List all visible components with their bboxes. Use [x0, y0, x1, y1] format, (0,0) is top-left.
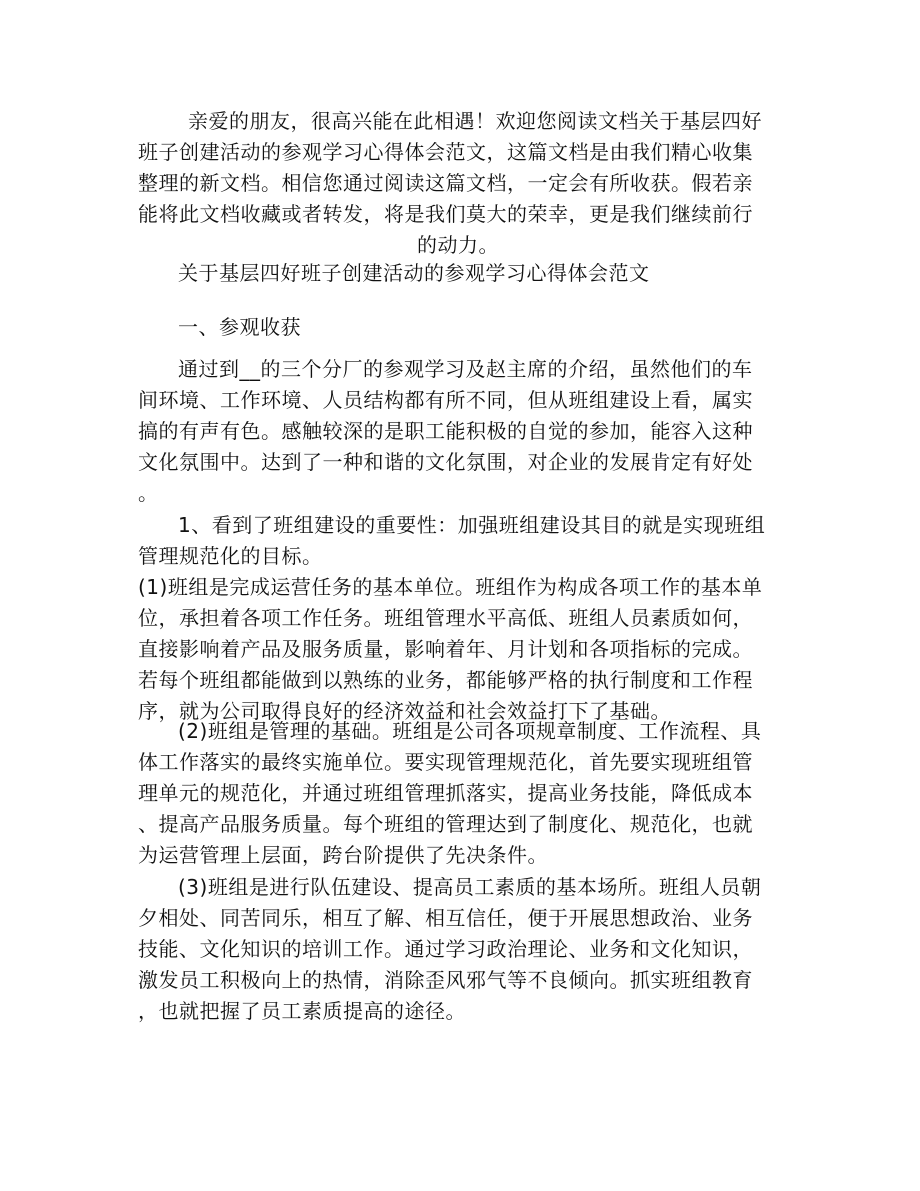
paragraph-line: 通过到__的三个分厂的参观学习及赵主席的介绍，虽然他们的车 — [178, 357, 753, 381]
intro-line: 班子创建活动的参观学习心得体会范文，这篇文档是由我们精心收集 — [138, 140, 753, 164]
paragraph-management-basis — [138, 716, 778, 871]
paragraph-line: 理单元的规范化，并通过班组管理抓落实，提高业务技能，降低成本 — [138, 781, 753, 805]
paragraph-line: 若每个班组都能做到以熟练的业务，都能够严格的执行制度和工作程 — [138, 668, 753, 692]
paragraph-team-building — [138, 872, 778, 1027]
paragraph-line: (3)班组是进行队伍建设、提高员工素质的基本场所。班组人员朝 — [178, 875, 762, 899]
paragraph-line: 激发员工积极向上的热情，消除歪风邪气等不良倾向。抓实班组教育 — [138, 968, 753, 992]
paragraph-line: 。 — [138, 481, 159, 505]
paragraph-line: 1、看到了班组建设的重要性：加强班组建设其目的就是实现班组 — [178, 513, 766, 537]
paragraph-line: 体工作落实的最终实施单位。要实现管理规范化，首先要实现班组管 — [138, 750, 753, 774]
intro-line: 亲爱的朋友，很高兴能在此相遇！欢迎您阅读文档关于基层四好 — [188, 109, 762, 133]
paragraph-visit-summary — [138, 354, 778, 509]
paragraph-line: 间环境、工作环境、人员结构都有所不同，但从班组建设上看，属实 — [138, 388, 753, 412]
paragraph-line: 直接影响着产品及服务质量，影响着年、月计划和各项指标的完成。 — [138, 637, 753, 661]
paragraph-line: (1)班组是完成运营任务的基本单位。班组作为构成各项工作的基本单 — [138, 575, 763, 599]
paragraph-line: 序，就为公司取得良好的经济效益和社会效益打下了基础。 — [138, 699, 671, 723]
paragraph-line: 管理规范化的目标。 — [138, 544, 323, 568]
paragraph-line: 搞的有声有色。感触较深的是职工能积极的自觉的参加，能容入这种 — [138, 419, 753, 443]
paragraph-line: 为运营管理上层面，跨台阶提供了先决条件。 — [138, 843, 548, 867]
intro-line: 能将此文档收藏或者转发，将是我们莫大的荣幸，更是我们继续前行 — [138, 202, 753, 226]
paragraph-line: 、提高产品服务质量。每个班组的管理达到了制度化、规范化，也就 — [138, 812, 753, 836]
intro-line: 整理的新文档。相信您通过阅读这篇文档，一定会有所收获。假若亲 — [138, 171, 753, 195]
paragraph-line: (2)班组是管理的基础。班组是公司各项规章制度、工作流程、具 — [178, 719, 762, 743]
intro-line: 的动力。 — [417, 233, 499, 257]
paragraph-line: 技能、文化知识的培训工作。通过学习政治理论、业务和文化知识， — [138, 937, 753, 961]
paragraph-importance — [138, 510, 778, 727]
intro-paragraph — [138, 106, 778, 261]
paragraph-line: ，也就把握了员工素质提高的途径。 — [138, 999, 466, 1023]
paragraph-line: 位，承担着各项工作任务。班组管理水平高低、班组人员素质如何， — [138, 606, 753, 630]
paragraph-line: 夕相处、同苦同乐，相互了解、相互信任，便于开展思想政治、业务 — [138, 906, 753, 930]
paragraph-line: 文化氛围中。达到了一种和谐的文化氛围，对企业的发展肯定有好处 — [138, 450, 753, 474]
document-title-block — [138, 258, 778, 289]
section-heading: 一、参观收获 — [178, 315, 301, 339]
document-title: 关于基层四好班子创建活动的参观学习心得体会范文 — [178, 261, 650, 285]
section-heading-block — [138, 312, 778, 343]
